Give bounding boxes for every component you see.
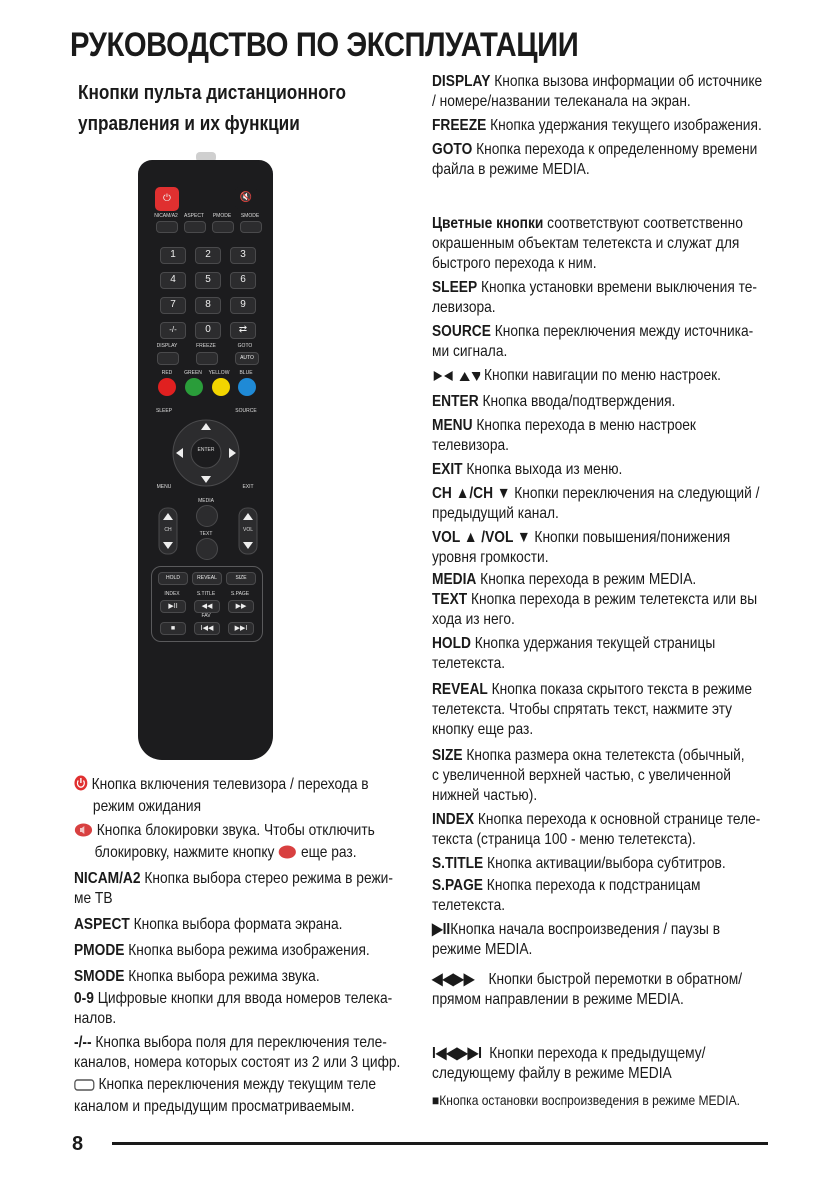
remote-smode-button — [240, 221, 262, 233]
remote-label-exit: EXIT — [242, 484, 254, 490]
entry-recall: Кнопка переключения между текущим теле каналом и предыдущим просматриваемым. — [74, 1076, 377, 1115]
entry-pmode: PMODE Кнопка выбора режима изображения. — [74, 942, 370, 959]
remote-play-button: ▶II — [160, 600, 186, 613]
entry-nicam: NICAM/A2 Кнопка выбора стерео режима в режи- ме ТВ — [74, 870, 393, 907]
remote-label-enter: ENTER — [197, 447, 215, 453]
remote-digit-1: 1 — [160, 247, 186, 264]
entry-source: SOURCE Кнопка переключения между источника- ми сигнала. — [432, 323, 754, 360]
entry-prev-next: I◀◀▶▶I Кнопки перехода к предыдущему/ следующему файлу в режиме MEDIA — [432, 1045, 706, 1082]
remote-label-green: GREEN — [184, 370, 202, 376]
remote-digit-4: 4 — [160, 272, 186, 289]
remote-red-button — [158, 378, 176, 396]
entry-play-pause: ▶IIКнопка начала воспроизведения / паузы в режиме MEDIA. — [432, 921, 721, 958]
remote-label-display: DISPLAY — [156, 343, 178, 349]
remote-hold-button: HOLD — [158, 572, 188, 585]
remote-label-text: TEXT — [199, 531, 213, 537]
remote-label-fav: FAV — [201, 613, 211, 619]
entry-color-buttons: Цветные кнопки соответствуют соответственно окрашенным объектам телетекста и служат для быстрого перехода к ним. — [432, 215, 743, 272]
remote-label-pmode: PMODE — [212, 213, 232, 219]
entry-ch: CH ▲/CH ▼ Кнопки переключения на следующий / предыдущий канал. — [432, 485, 760, 522]
remote-label-media: MEDIA — [198, 498, 214, 504]
remote-digit-7: 7 — [160, 297, 186, 314]
remote-text-button — [196, 538, 218, 560]
remote-label-aspect: ASPECT — [183, 213, 204, 219]
mute-icon-inline — [278, 845, 297, 865]
navigation-arrows-icon — [432, 368, 480, 388]
left-column — [74, 775, 409, 1117]
page-title: РУКОВОДСТВО ПО ЭКСПЛУАТАЦИИ — [70, 26, 579, 64]
remote-label-index: INDEX — [164, 591, 180, 597]
remote-digit-8: 8 — [195, 297, 221, 314]
remote-label-vol: VOL — [242, 527, 253, 533]
entry-goto: GOTO Кнопка перехода к определенному времени файла в режиме MEDIA. — [432, 141, 758, 178]
entry-rewind-ff: ◀◀▶▶ Кнопки быстрой перемотки в обратном/ прямом направлении в режиме MEDIA. — [432, 971, 743, 1008]
remote-label-nicam: NICAM/A2 — [154, 213, 178, 219]
remote-size-button: SIZE — [226, 572, 256, 585]
remote-digit-2: 2 — [195, 247, 221, 264]
remote-label-menu: MENU — [156, 484, 172, 490]
remote-label-sleep: SLEEP — [155, 408, 173, 414]
remote-blue-button — [238, 378, 256, 396]
remote-label-freeze: FREEZE — [196, 343, 216, 349]
remote-dash-button: -/- — [160, 322, 186, 339]
entry-freeze: FREEZE Кнопка удержания текущего изображения. — [432, 117, 762, 134]
remote-label-smode: SMODE — [240, 213, 260, 219]
remote-yellow-button — [212, 378, 230, 396]
remote-control-image — [138, 150, 273, 760]
entry-digits: 0-9 Цифровые кнопки для ввода номеров телека- налов. — [74, 990, 393, 1027]
entry-text: TEXT Кнопка перехода в режим телетекста или вы хода из него. — [432, 591, 758, 628]
entry-index: INDEX Кнопка перехода к основной странице теле- текста (страница 100 - меню телетекста). — [432, 811, 761, 848]
remote-recall-button: ⇄ — [230, 322, 256, 339]
entry-hold: HOLD Кнопка удержания текущей страницы телетекста. — [432, 635, 716, 672]
entry-sleep: SLEEP Кнопка установки времени выключения те- левизора. — [432, 279, 757, 316]
entry-media: MEDIA Кнопка перехода в режим MEDIA. — [432, 571, 697, 588]
play-pause-icon: ▶II — [432, 921, 451, 938]
remote-power-button: ⏻ — [155, 187, 179, 211]
entry-dash: -/-- Кнопка выбора поля для переключения теле- каналов, номера которых состоят из 2 или 3 цифр. — [74, 1034, 401, 1071]
page-number: 8 — [72, 1133, 84, 1155]
entry-power: Кнопка включения телевизора / перехода в режим ожидания — [74, 775, 408, 817]
remote-aspect-button — [184, 221, 206, 233]
remote-digit-5: 5 — [195, 272, 221, 289]
entry-vol: VOL ▲ /VOL ▼ Кнопки повышения/понижения уровня громкости. — [432, 529, 731, 566]
entry-display: DISPLAY Кнопка вызова информации об источнике / номере/названии телеканала на экран. — [432, 73, 763, 110]
footer-rule — [112, 1142, 768, 1145]
remote-next-button: ▶▶I — [228, 622, 254, 635]
entry-mute: Кнопка блокировки звука. Чтобы отключить блокировку, нажмите кнопку еще раз. — [74, 821, 408, 865]
entry-reveal: REVEAL Кнопка показа скрытого текста в режиме телетекста. Чтобы спрятать текст, нажмите эту кнопку еще раз. — [432, 681, 753, 738]
remote-auto-button: AUTO — [235, 352, 259, 365]
recall-icon — [74, 1077, 95, 1097]
remote-freeze-button — [196, 352, 218, 365]
entry-aspect: ASPECT Кнопка выбора формата экрана. — [74, 916, 343, 933]
remote-label-stitle: S.TITLE — [196, 591, 216, 597]
remote-reveal-button: REVEAL — [192, 572, 222, 585]
prev-next-icon: I◀◀▶▶I — [432, 1045, 482, 1062]
remote-label-goto: GOTO — [237, 343, 253, 349]
remote-stop-button: ■ — [160, 622, 186, 635]
remote-digit-3: 3 — [230, 247, 256, 264]
entry-stitle: S.TITLE Кнопка активации/выбора субтитров. — [432, 855, 726, 872]
section-title-line1: Кнопки пульта дистанционного — [78, 82, 347, 104]
remote-label-yellow: YELLOW — [208, 370, 230, 376]
remote-nicam-button — [156, 221, 178, 233]
remote-label-source: SOURCE — [235, 408, 257, 414]
remote-label-red: RED — [161, 370, 173, 376]
remote-pmode-button — [212, 221, 234, 233]
remote-rew-button: ◀◀ — [194, 600, 220, 613]
entry-size: SIZE Кнопка размера окна телетекста (обычный, с увеличенной верхней частью, с увеличенной нижней частью). — [432, 747, 745, 804]
mute-icon — [74, 823, 93, 843]
entry-navigation: Кнопки навигации по меню настроек. — [432, 366, 769, 388]
right-column — [432, 72, 770, 1110]
remote-display-button — [157, 352, 179, 365]
remote-label-spage: S.PAGE — [230, 591, 250, 597]
entry-stop: ■Кнопка остановки воспроизведения в режиме MEDIA. — [432, 1092, 740, 1108]
remote-label-ch: CH — [164, 527, 172, 533]
remote-digit-6: 6 — [230, 272, 256, 289]
entry-enter: ENTER Кнопка ввода/подтверждения. — [432, 393, 676, 410]
remote-ff-button: ▶▶ — [228, 600, 254, 613]
remote-nav-ring — [166, 413, 246, 493]
entry-smode: SMODE Кнопка выбора режима звука. — [74, 968, 320, 985]
stop-icon: ■ — [432, 1092, 440, 1108]
remote-digit-9: 9 — [230, 297, 256, 314]
entry-spage: S.PAGE Кнопка перехода к подстраницам телетекста. — [432, 877, 701, 914]
entry-menu: MENU Кнопка перехода в меню настроек телевизора. — [432, 417, 696, 454]
remote-media-button — [196, 505, 218, 527]
remote-digit-0: 0 — [195, 322, 221, 339]
entry-exit: EXIT Кнопка выхода из меню. — [432, 461, 623, 478]
section-title-line2: управления и их функции — [78, 113, 300, 135]
remote-prev-button: I◀◀ — [194, 622, 220, 635]
remote-label-blue: BLUE — [239, 370, 253, 376]
power-icon — [74, 775, 88, 797]
remote-green-button — [185, 378, 203, 396]
rewind-ff-icon: ◀◀▶▶ — [432, 971, 475, 988]
remote-mute-button: 🔇 — [235, 187, 257, 209]
section-title — [78, 78, 346, 140]
